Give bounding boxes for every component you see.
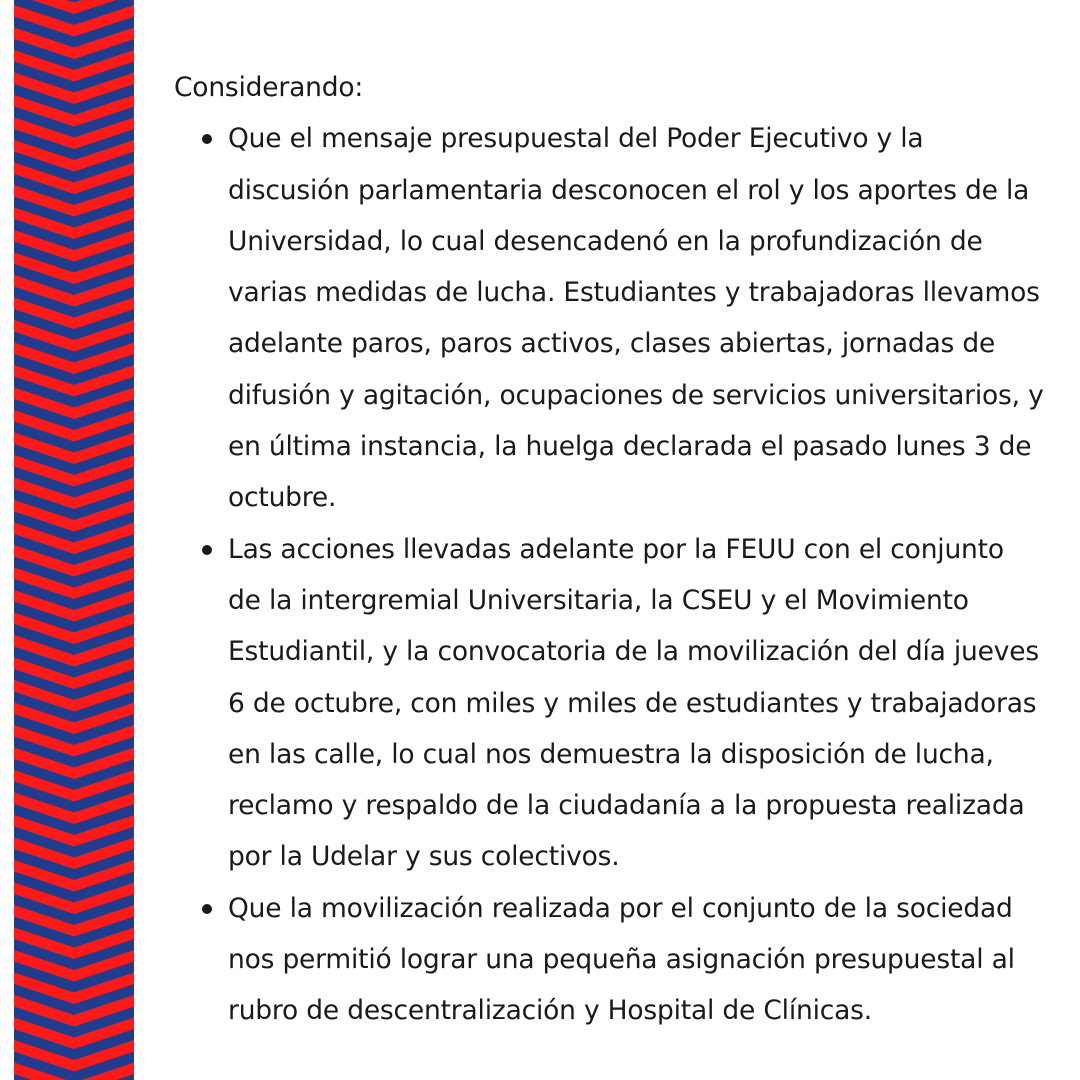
bullet-text: Que el mensaje presupuestal del Poder Ejecutivo y la discusión parlamentaria desconocen el rol y los aportes de la Universidad, lo cual desencadenó en la profundización de varias medidas de lucha. Estudiantes y trabajadoras llevamos adelante paros, paros activos, clases abiertas, jornadas de difusión y agitación, ocupaciones de servicios universitarios, y en última instancia, la huelga declarada el pasado lunes 3 de octubre.	[228, 123, 1044, 514]
bullet-item	[174, 524, 1044, 883]
chevron-border-decoration	[14, 0, 134, 1080]
document-body	[174, 62, 1044, 1037]
bullet-dot-icon	[202, 545, 212, 555]
bullet-text: Las acciones llevadas adelante por la FEUU con el conjunto de la intergremial Universitaria, la CSEU y el Movimiento Estudiantil, y la convocatoria de la movilización del día jueves 6 de octubre, con miles y miles de estudiantes y trabajadoras en las calle, lo cual nos demuestra la disposición de lucha, reclamo y respaldo de la ciudadanía a la propuesta realizada por la Udelar y sus colectivos.	[228, 533, 1039, 873]
bullet-item	[174, 113, 1044, 523]
section-heading: Considerando:	[174, 72, 364, 103]
bullet-list	[174, 113, 1044, 1036]
bullet-dot-icon	[202, 904, 212, 914]
bullet-item	[174, 883, 1044, 1037]
bullet-dot-icon	[202, 134, 212, 144]
bullet-text: Que la movilización realizada por el conjunto de la sociedad nos permitió lograr una pequeña asignación presupuestal al rubro de descentralización y Hospital de Clínicas.	[228, 892, 1015, 1027]
